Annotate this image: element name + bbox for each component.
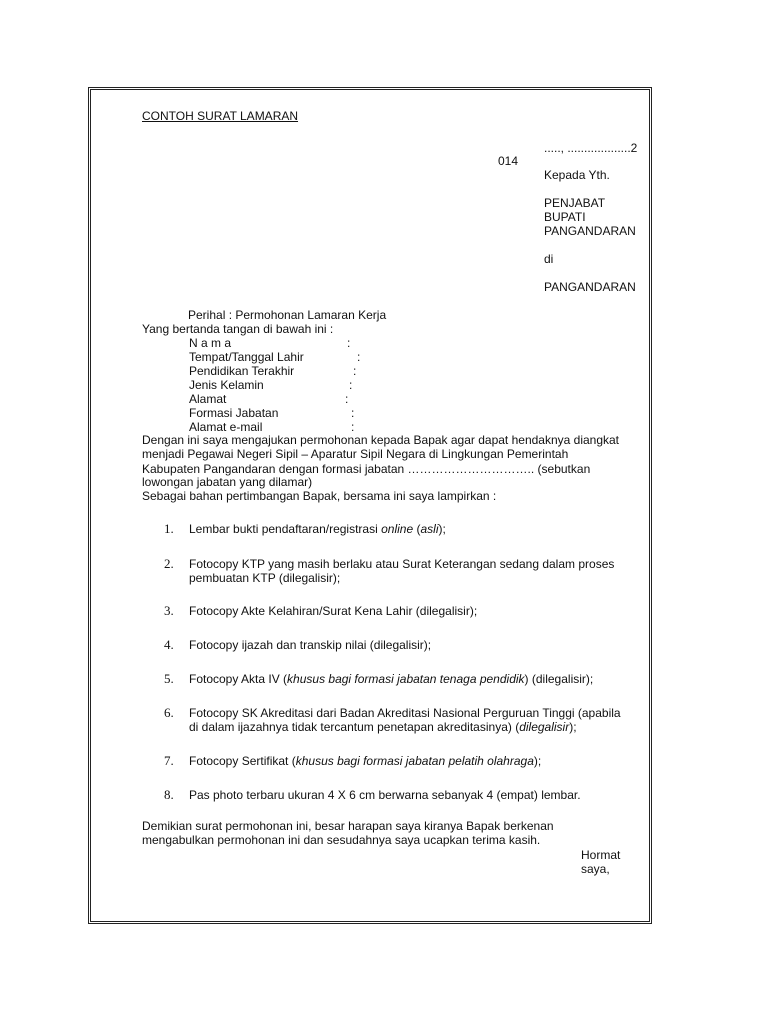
- signoff: saya,: [581, 862, 610, 876]
- list-item: Pas photo terbaru ukuran 4 X 6 cm berwarna sebanyak 4 (empat) lembar.: [189, 788, 581, 802]
- list-number: 1.: [164, 521, 174, 536]
- list-number: 6.: [164, 705, 174, 720]
- list-number: 5.: [164, 671, 174, 686]
- list-number: 7.: [164, 753, 174, 768]
- field-separator: :: [357, 350, 361, 364]
- paragraph-line: Dengan ini saya mengajukan permohonan kepada Bapak agar dapat hendaknya diangkat: [142, 433, 620, 447]
- list-item-continuation: di dalam ijazahnya tidak tercantum penetapan akreditasinya) (dilegalisir);: [189, 720, 577, 734]
- date-year: 014: [498, 154, 519, 168]
- list-number: 3.: [164, 603, 174, 618]
- closing-line: Demikian surat permohonan ini, besar harapan saya kiranya Bapak berkenan: [142, 819, 554, 833]
- signoff: Hormat: [581, 848, 621, 862]
- recipient-line: PANGANDARAN: [544, 280, 636, 294]
- letter-title: CONTOH SURAT LAMARAN: [142, 109, 299, 123]
- list-item: Lembar bukti pendaftaran/registrasi online (asli);: [189, 522, 446, 536]
- recipient-line: di: [544, 252, 554, 266]
- recipient-greeting: Kepada Yth.: [544, 168, 610, 182]
- paragraph-line: menjadi Pegawai Negeri Sipil – Aparatur Sipil Negara di Lingkungan Pemerintah: [142, 447, 569, 461]
- list-item-continuation: pembuatan KTP (dilegalisir);: [189, 571, 341, 585]
- paragraph-line: lowongan jabatan yang dilamar): [142, 475, 313, 489]
- list-number: 2.: [164, 556, 174, 571]
- subject-line: Perihal : Permohonan Lamaran Kerja: [188, 308, 387, 322]
- field-label: Alamat: [189, 392, 227, 406]
- list-item: Fotocopy SK Akreditasi dari Badan Akreditasi Nasional Perguruan Tinggi (apabila: [189, 706, 621, 720]
- field-label: Formasi Jabatan: [189, 406, 279, 420]
- list-number: 8.: [164, 787, 174, 802]
- recipient-line: PANGANDARAN: [544, 224, 636, 238]
- field-label: Jenis Kelamin: [189, 378, 264, 392]
- paragraph-line: Kabupaten Pangandaran dengan formasi jabatan ………………………….. (sebutkan: [142, 462, 591, 476]
- list-item: Fotocopy Akte Kelahiran/Surat Kena Lahir (dilegalisir);: [189, 604, 478, 618]
- field-separator: :: [345, 392, 349, 406]
- list-item: Fotocopy Sertifikat (khusus bagi formasi jabatan pelatih olahraga);: [189, 754, 542, 768]
- attachment-intro: Sebagai bahan pertimbangan Bapak, bersama ini saya lampirkan :: [142, 489, 497, 503]
- intro-line: Yang bertanda tangan di bawah ini :: [142, 322, 334, 336]
- list-item: Fotocopy ijazah dan transkip nilai (dilegalisir);: [189, 638, 432, 652]
- list-item: Fotocopy Akta IV (khusus bagi formasi jabatan tenaga pendidik) (dilegalisir);: [189, 672, 594, 686]
- field-separator: :: [351, 406, 355, 420]
- recipient-line: BUPATI: [544, 210, 586, 224]
- closing-line: mengabulkan permohonan ini dan sesudahnya saya ucapkan terima kasih.: [142, 833, 541, 847]
- field-label: N a m a: [189, 336, 232, 350]
- field-separator: :: [353, 364, 357, 378]
- field-separator: :: [351, 420, 355, 434]
- recipient-line: PENJABAT: [544, 196, 606, 210]
- list-number: 4.: [164, 637, 174, 652]
- field-separator: :: [347, 336, 351, 350]
- field-separator: :: [349, 378, 353, 392]
- field-label: Tempat/Tanggal Lahir: [189, 350, 304, 364]
- list-item: Fotocopy KTP yang masih berlaku atau Surat Keterangan sedang dalam proses: [189, 557, 615, 571]
- field-label: Pendidikan Terakhir: [189, 364, 295, 378]
- date-line: ....., ...................2: [544, 141, 638, 155]
- field-label: Alamat e-mail: [189, 420, 263, 434]
